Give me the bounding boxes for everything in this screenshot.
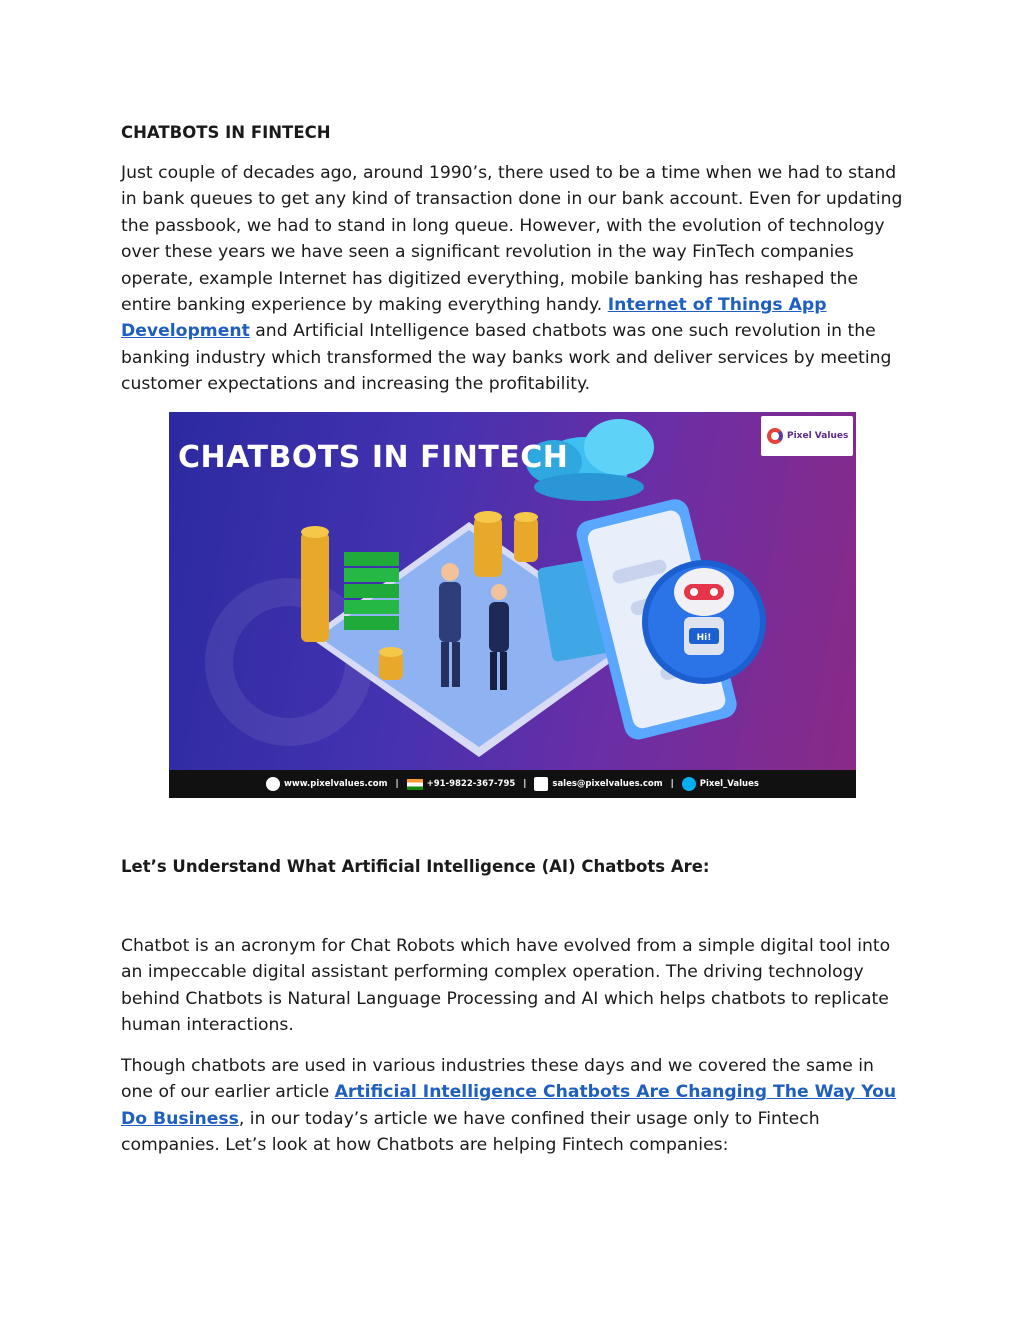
iot-app-development-link[interactable]: Internet of Things App Development — [121, 295, 827, 342]
chatbot-robot-icon — [642, 560, 766, 684]
website-text: www.pixelvalues.com — [284, 779, 388, 789]
banner-title: CHATBOTS IN FINTECH — [178, 440, 569, 475]
divider: | — [523, 779, 527, 789]
chatbots-fintech-banner — [169, 412, 856, 798]
bot-hi-label: Hi! — [696, 633, 712, 643]
divider: | — [395, 779, 399, 789]
intro-text-after: and Artificial Intelligence based chatbots was one such revolution in the banking industry which transformed the way banks work and deliver services by meeting customer expectations and increasing the profitability. — [121, 321, 892, 395]
skype-text: Pixel_Values — [699, 779, 759, 789]
watermark-ring — [219, 592, 359, 732]
contact-skype — [682, 777, 759, 791]
divider: | — [670, 779, 674, 789]
money-stack-icon — [344, 552, 399, 630]
globe-icon — [266, 777, 280, 791]
contact-phone — [407, 779, 516, 790]
email-text: sales@pixelvalues.com — [552, 779, 663, 789]
ai-chatbots-article-link[interactable]: Artificial Intelligence Chatbots Are Changing The Way You Do Business — [121, 1082, 897, 1129]
para3-text-before: Though chatbots are used in various industries these days and we covered the same in one of our earlier article — [121, 1056, 874, 1103]
page-title: CHATBOTS IN FINTECH — [121, 123, 331, 142]
section-heading: Let’s Understand What Artificial Intelligence (AI) Chatbots Are: — [121, 857, 710, 876]
para3-text-after: , in our today’s article we have confined their usage only to Fintech companies. Let’s look at how Chatbots are helping Fintech companies: — [121, 1108, 820, 1156]
intro-text-before: Just couple of decades ago, around 1990’s, there used to be a time when we had to stand in bank queues to get any kind of transaction done in our bank account. Even for updating the passbook, we had to stand in long queue. However, with the evolution of technology over these years we have seen a significant revolution in the way FinTech companies operate, example Internet has digitized everything, mobile banking has reshaped the entire banking experience by making everything handy. — [121, 163, 903, 316]
pixel-values-logo-icon — [767, 428, 783, 444]
contact-website — [266, 777, 387, 791]
skype-icon — [682, 777, 696, 791]
contact-email — [534, 777, 662, 791]
banner-contact-bar — [169, 770, 856, 798]
phone-text: +91-9822-367-795 — [426, 779, 516, 789]
intro-paragraph — [121, 160, 911, 398]
pixel-values-logo — [761, 416, 853, 456]
chatbot-definition-paragraph: Chatbot is an acronym for Chat Robots which have evolved from a simple digital tool into an impeccable digital assistant performing complex operation. The driving technology behind Chatbots is Natural Language Processing and AI which helps chatbots to replicate human interactions. — [121, 936, 891, 1036]
fintech-usage-paragraph — [121, 1053, 911, 1159]
india-flag-icon — [407, 779, 423, 790]
logo-text: Pixel Values — [787, 431, 849, 441]
envelope-icon — [534, 777, 548, 791]
